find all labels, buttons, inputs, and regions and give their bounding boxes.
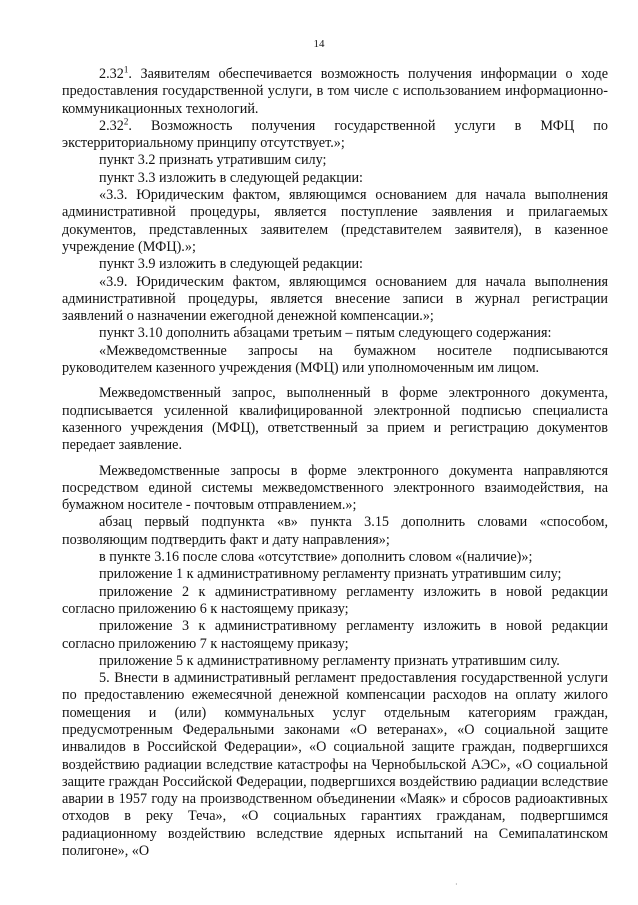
- paragraph: [62, 118, 608, 153]
- paragraph-text: в пункте 3.16 после слова «отсутствие» дополнить словом «(наличие)»;: [99, 549, 533, 566]
- paragraph-text: «Межведомственные запросы на бумажном носителе подписываются руководителем казенного учреждения (МФЦ) или уполномоченным им лицом.: [62, 342, 608, 377]
- paragraph: [62, 343, 608, 378]
- paragraph-text: Межведомственные запросы в форме электронного документа направляются посредством единой системы межведомственного электронного взаимодействия, на бумажном носителе - почтовым отправлением.»;: [62, 462, 608, 514]
- paragraph: [62, 170, 608, 187]
- paragraph: [62, 152, 608, 169]
- paragraph: [62, 66, 608, 118]
- paragraph-text: Межведомственный запрос, выполненный в форме электронного документа, подписывается усиленной квалифицированной электронной подписью специалиста казенного учреждения (МФЦ), ответственный за прием и регистрацию документов передает заявление.: [62, 385, 608, 454]
- paragraph: [62, 385, 608, 454]
- paragraph: [62, 618, 608, 653]
- paragraph-text: приложение 2 к административному регламенту изложить в новой редакции согласно приложению 6 к настоящему приказу;: [62, 583, 608, 617]
- paragraph-text: «3.3. Юридическим фактом, являющимся основанием для начала выполнения административной процедуры, является поступление заявления и прилагаемых документов, представленных заявителем (представителем заявителя), в казенное учреждение (МФЦ).»;: [62, 187, 608, 255]
- clause-number: 2.32: [99, 117, 124, 134]
- paragraph-text: приложение 3 к административному регламенту изложить в новой редакции согласно приложению 7 к настоящему приказу;: [62, 618, 608, 652]
- clause-superscript: 2: [123, 116, 129, 127]
- paragraph: [62, 584, 608, 619]
- paragraph-text: абзац первый подпункта «в» пункта 3.15 дополнить словами «способом, позволяющим подтвердить факт и дату направления»;: [62, 514, 608, 548]
- paragraph-text: . Заявителям обеспечивается возможность получения информации о ходе предоставления государственной услуги, в том числе с использованием информационно-коммуникационных технологий.: [62, 66, 608, 117]
- clause-superscript: 1: [123, 64, 129, 75]
- paragraph-text: пункт 3.2 признать утратившим силу;: [99, 152, 327, 169]
- paragraph-text: «3.9. Юридическим фактом, являющимся основанием для начала выполнения административной процедуры, является внесение записи в журнал регистрации заявлений о назначении ежегодной денежной компенсации.»;: [62, 273, 608, 325]
- paragraph: [62, 325, 608, 342]
- paragraph-text: пункт 3.10 дополнить абзацами третьим – пятым следующего содержания:: [99, 325, 552, 342]
- paragraph: [62, 187, 608, 256]
- paragraph: [62, 670, 608, 860]
- paragraph: [62, 514, 608, 549]
- paragraph: [62, 463, 608, 515]
- paragraph: [62, 566, 608, 583]
- paragraph-text: приложение 5 к административному регламенту признать утратившим силу.: [99, 652, 560, 669]
- scan-speck: ·: [455, 880, 458, 889]
- paragraph: [62, 549, 608, 566]
- paragraph: [62, 256, 608, 273]
- page-number: 14: [313, 38, 325, 50]
- clause-number: 2.32: [99, 66, 124, 82]
- paragraph: [62, 274, 608, 326]
- paragraph-text: 5. Внести в административный регламент предоставления государственной услуги по предоставлению ежемесячной денежной компенсации расходов на оплату жилого помещения и (или) коммунальных услуг отдельным категориям граждан, предусмотренным Федеральными законами «О ветеранах», «О социальной защите инвалидов в Российской Федерации», «О социальной защите граждан, подвергшихся воздействию радиации вследствие катастрофы на Чернобыльской АЭС», «О социальной защите граждан Российской Федерации, подвергшихся воздействию радиации вследствие аварии в 1957 году на производственном объединении «Маяк» и сбросов радиоактивных отходов в реку Теча», «О социальных гарантиях гражданам, подвергшимся радиационному воздействию вследствие ядерных испытаний на Семипалатинском полигоне», «О: [62, 670, 608, 860]
- paragraph: [62, 653, 608, 670]
- paragraph-text: приложение 1 к административному регламенту признать утратившим силу;: [99, 566, 562, 583]
- document-body: [62, 66, 608, 860]
- paragraph-text: . Возможность получения государственной услуги в МФЦ по экстерриториальному принципу отсутствует.»;: [62, 117, 608, 152]
- paragraph-text: пункт 3.3 изложить в следующей редакции:: [99, 169, 363, 186]
- paragraph-text: пункт 3.9 изложить в следующей редакции:: [99, 256, 363, 273]
